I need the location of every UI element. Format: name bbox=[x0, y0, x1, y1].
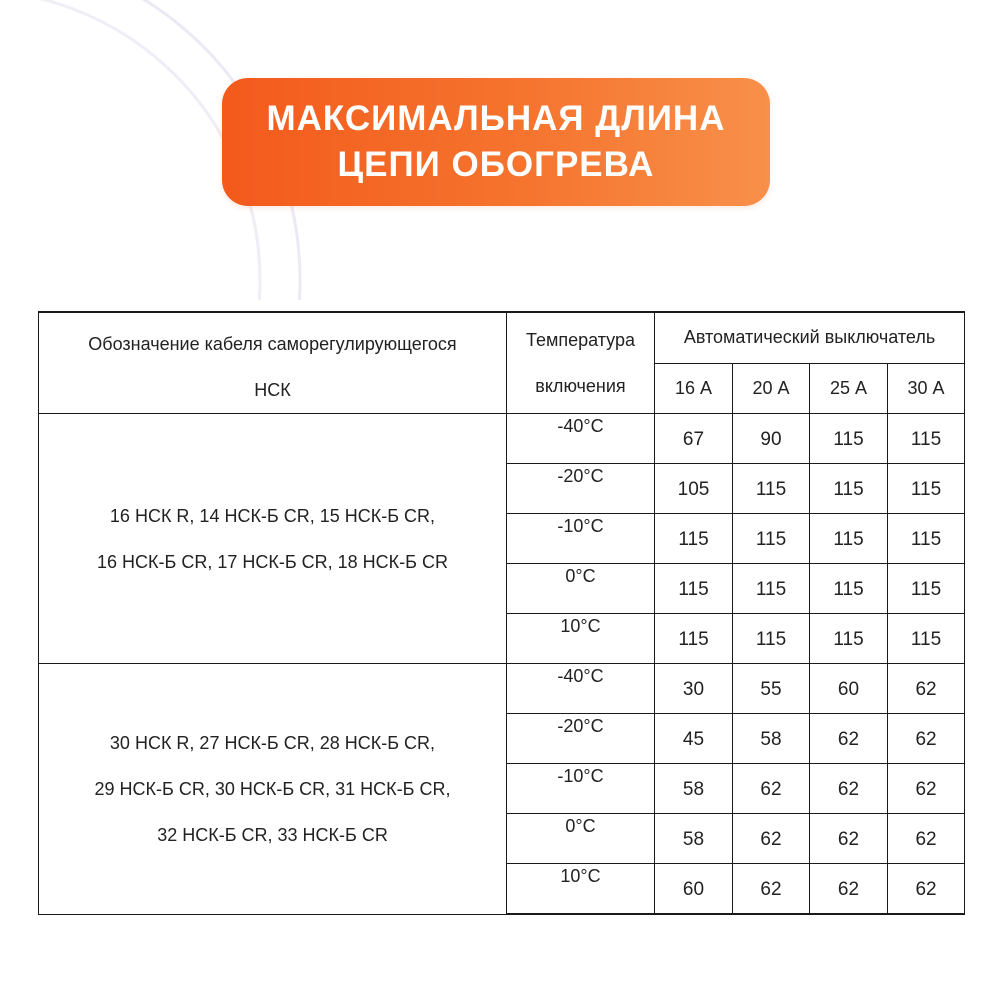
length-value-cell: 30 bbox=[655, 664, 733, 714]
length-value-cell: 115 bbox=[810, 514, 888, 564]
length-value-cell: 58 bbox=[733, 714, 810, 764]
length-value-cell: 62 bbox=[810, 814, 888, 864]
temperature-cell: 10°C bbox=[507, 864, 655, 915]
temperature-cell: -40°C bbox=[507, 664, 655, 714]
table-row bbox=[39, 664, 965, 714]
temperature-cell: -20°C bbox=[507, 464, 655, 514]
length-value-cell: 115 bbox=[733, 564, 810, 614]
length-value-cell: 115 bbox=[888, 414, 965, 464]
length-value-cell: 62 bbox=[810, 864, 888, 915]
length-value-cell: 62 bbox=[733, 814, 810, 864]
header-temp-cell bbox=[507, 312, 655, 414]
length-value-cell: 115 bbox=[733, 464, 810, 514]
length-value-cell: 115 bbox=[810, 614, 888, 664]
cable-group-line: 30 НСК R, 27 НСК-Б CR, 28 НСК-Б CR, bbox=[109, 732, 436, 753]
cable-group-line: 16 НСК-Б CR, 17 НСК-Б CR, 18 НСК-Б CR bbox=[97, 551, 448, 572]
length-value-cell: 62 bbox=[888, 814, 965, 864]
length-value-cell: 62 bbox=[733, 864, 810, 915]
header-amp-20: 20 А bbox=[733, 363, 810, 414]
cable-group-cell bbox=[39, 414, 507, 664]
length-value-cell: 115 bbox=[810, 464, 888, 514]
header-row bbox=[39, 312, 965, 363]
length-value-cell: 115 bbox=[888, 464, 965, 514]
length-value-cell: 62 bbox=[888, 864, 965, 915]
title-line-2: ЦЕПИ ОБОГРЕВА bbox=[337, 145, 655, 184]
length-value-cell: 115 bbox=[888, 614, 965, 664]
length-value-cell: 60 bbox=[810, 664, 888, 714]
length-value-cell: 115 bbox=[888, 564, 965, 614]
length-value-cell: 58 bbox=[655, 764, 733, 814]
length-value-cell: 62 bbox=[810, 764, 888, 814]
length-value-cell: 115 bbox=[733, 514, 810, 564]
length-value-cell: 62 bbox=[888, 664, 965, 714]
header-temp-label: Температура bbox=[525, 330, 636, 350]
header-cable-cell bbox=[39, 312, 507, 414]
title-line-1: МАКСИМАЛЬНАЯ ДЛИНА bbox=[266, 99, 726, 138]
length-value-cell: 115 bbox=[810, 564, 888, 614]
header-cable-label: Обозначение кабеля саморегулирующегося bbox=[88, 334, 457, 354]
length-value-cell: 115 bbox=[655, 614, 733, 664]
length-value-cell: 115 bbox=[810, 414, 888, 464]
temperature-cell: 0°C bbox=[507, 814, 655, 864]
length-value-cell: 62 bbox=[810, 714, 888, 764]
cable-group-line: 32 НСК-Б CR, 33 НСК-Б CR bbox=[157, 824, 388, 845]
length-value-cell: 115 bbox=[888, 514, 965, 564]
length-value-cell: 58 bbox=[655, 814, 733, 864]
length-value-cell: 105 bbox=[655, 464, 733, 514]
header-breaker-cell: Автоматический выключатель bbox=[655, 312, 965, 363]
length-value-cell: 55 bbox=[733, 664, 810, 714]
length-value-cell: 115 bbox=[733, 614, 810, 664]
length-value-cell: 115 bbox=[655, 564, 733, 614]
temperature-cell: 10°C bbox=[507, 614, 655, 664]
length-value-cell: 115 bbox=[655, 514, 733, 564]
header-cable-label-2: НСК bbox=[254, 380, 291, 400]
header-amp-16: 16 А bbox=[655, 363, 733, 414]
temperature-cell: 0°C bbox=[507, 564, 655, 614]
length-value-cell: 62 bbox=[888, 764, 965, 814]
cable-group-cell bbox=[39, 664, 507, 915]
temperature-cell: -10°C bbox=[507, 764, 655, 814]
header-amp-25: 25 А bbox=[810, 363, 888, 414]
header-temp-label-2: включения bbox=[535, 376, 626, 396]
length-value-cell: 62 bbox=[733, 764, 810, 814]
cable-group-line: 16 НСК R, 14 НСК-Б CR, 15 НСК-Б CR, bbox=[109, 505, 436, 526]
table-body bbox=[39, 312, 965, 914]
length-value-cell: 90 bbox=[733, 414, 810, 464]
cable-group-line: 29 НСК-Б CR, 30 НСК-Б CR, 31 НСК-Б CR, bbox=[94, 778, 451, 799]
table-row bbox=[39, 414, 965, 464]
temperature-cell: -40°C bbox=[507, 414, 655, 464]
length-value-cell: 67 bbox=[655, 414, 733, 464]
length-value-cell: 60 bbox=[655, 864, 733, 915]
length-value-cell: 45 bbox=[655, 714, 733, 764]
temperature-cell: -10°C bbox=[507, 514, 655, 564]
header-amp-30: 30 А bbox=[888, 363, 965, 414]
max-length-table bbox=[38, 311, 965, 915]
temperature-cell: -20°C bbox=[507, 714, 655, 764]
length-value-cell: 62 bbox=[888, 714, 965, 764]
title-banner bbox=[222, 78, 770, 206]
